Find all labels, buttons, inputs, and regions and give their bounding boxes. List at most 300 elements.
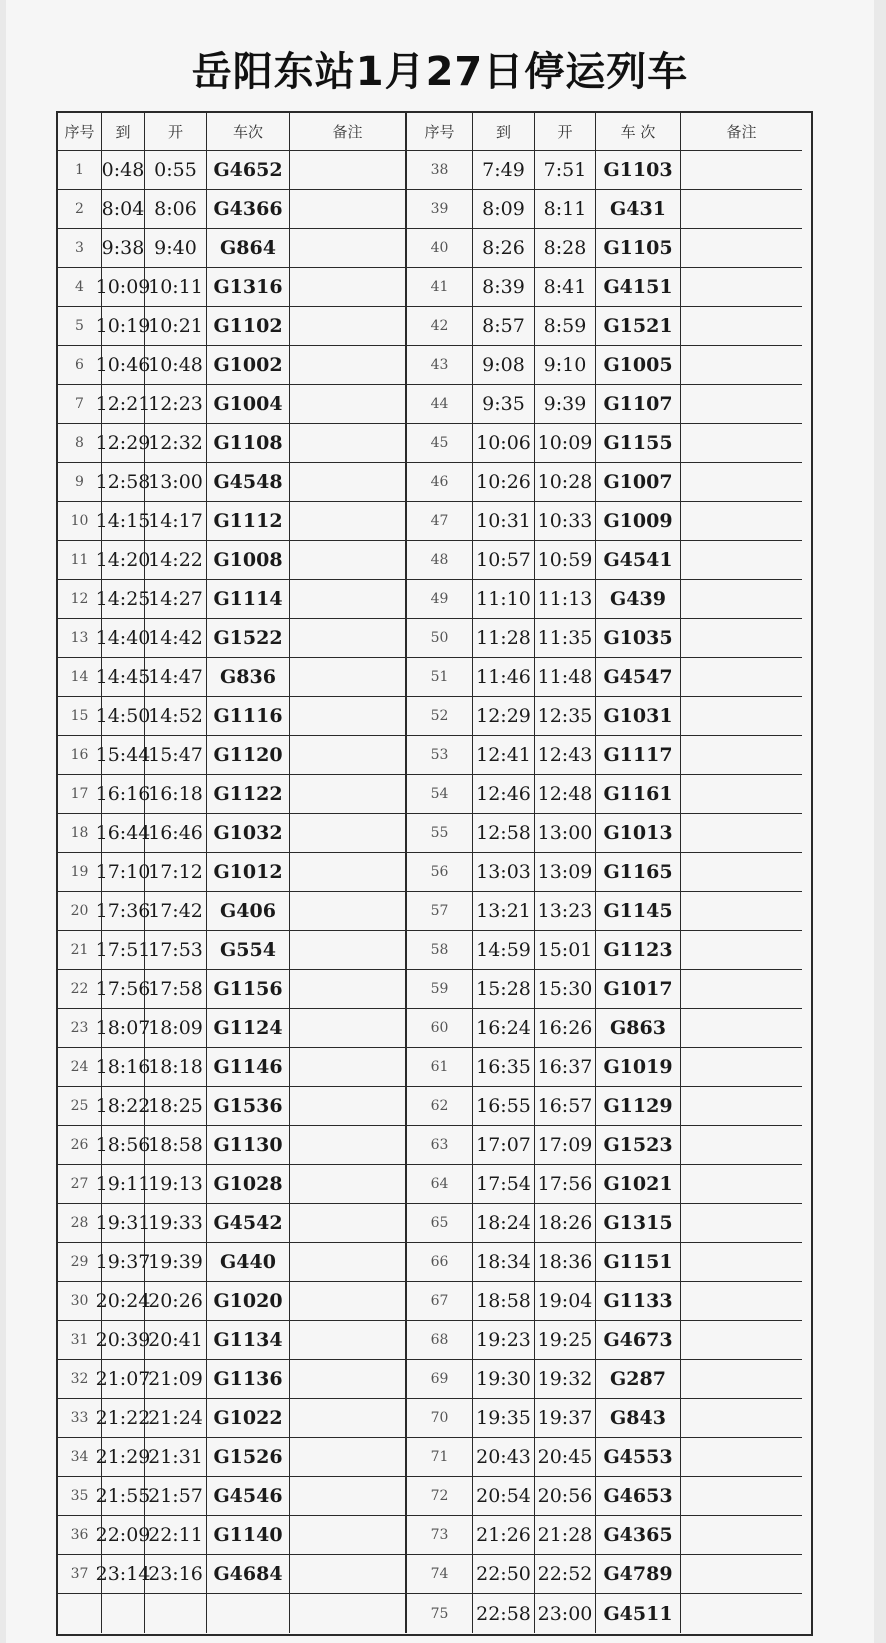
arrive-cell: 11:46 — [473, 658, 535, 697]
seq-cell: 42 — [407, 307, 473, 346]
depart-cell: 20:45 — [535, 1438, 596, 1477]
seq-cell: 54 — [407, 775, 473, 814]
seq-cell: 14 — [58, 658, 102, 697]
note-cell — [290, 541, 407, 580]
note-cell — [681, 1165, 802, 1204]
note-cell — [290, 1594, 407, 1633]
arrive-cell: 10:06 — [473, 424, 535, 463]
train-number-cell: G1020 — [207, 1282, 290, 1321]
arrive-cell: 16:24 — [473, 1009, 535, 1048]
note-cell — [290, 1555, 407, 1594]
arrive-cell: 9:35 — [473, 385, 535, 424]
seq-cell: 38 — [407, 151, 473, 190]
arrive-cell: 14:45 — [102, 658, 145, 697]
header-note: 备注 — [290, 113, 407, 151]
train-number-cell: G4151 — [596, 268, 681, 307]
seq-cell: 39 — [407, 190, 473, 229]
depart-cell: 0:55 — [145, 151, 207, 190]
arrive-cell: 12:41 — [473, 736, 535, 775]
seq-cell: 31 — [58, 1321, 102, 1360]
train-number-cell: G1021 — [596, 1165, 681, 1204]
train-number-cell: G1136 — [207, 1360, 290, 1399]
seq-cell: 8 — [58, 424, 102, 463]
train-number-cell: G1022 — [207, 1399, 290, 1438]
note-cell — [681, 697, 802, 736]
depart-cell: 16:37 — [535, 1048, 596, 1087]
seq-cell: 45 — [407, 424, 473, 463]
arrive-cell: 16:44 — [102, 814, 145, 853]
depart-cell: 8:28 — [535, 229, 596, 268]
note-cell — [290, 931, 407, 970]
note-cell — [290, 1360, 407, 1399]
train-number-cell: G440 — [207, 1243, 290, 1282]
seq-cell: 3 — [58, 229, 102, 268]
depart-cell: 14:27 — [145, 580, 207, 619]
arrive-cell: 15:44 — [102, 736, 145, 775]
depart-cell: 10:33 — [535, 502, 596, 541]
arrive-cell: 19:35 — [473, 1399, 535, 1438]
seq-cell: 17 — [58, 775, 102, 814]
note-cell — [681, 658, 802, 697]
arrive-cell: 12:29 — [102, 424, 145, 463]
seq-cell: 22 — [58, 970, 102, 1009]
seq-cell: 36 — [58, 1516, 102, 1555]
arrive-cell: 18:16 — [102, 1048, 145, 1087]
depart-cell: 21:09 — [145, 1360, 207, 1399]
seq-cell: 1 — [58, 151, 102, 190]
depart-cell: 18:09 — [145, 1009, 207, 1048]
depart-cell: 17:56 — [535, 1165, 596, 1204]
train-number-cell: G1130 — [207, 1126, 290, 1165]
arrive-cell: 8:26 — [473, 229, 535, 268]
train-number-cell: G1031 — [596, 697, 681, 736]
note-cell — [681, 580, 802, 619]
arrive-cell: 22:09 — [102, 1516, 145, 1555]
train-number-cell: G1013 — [596, 814, 681, 853]
seq-cell: 15 — [58, 697, 102, 736]
note-cell — [290, 463, 407, 502]
arrive-cell: 20:54 — [473, 1477, 535, 1516]
train-number-cell: G4541 — [596, 541, 681, 580]
note-cell — [290, 190, 407, 229]
note-cell — [290, 229, 407, 268]
arrive-cell: 20:43 — [473, 1438, 535, 1477]
depart-cell: 14:52 — [145, 697, 207, 736]
seq-cell: 7 — [58, 385, 102, 424]
depart-cell: 18:18 — [145, 1048, 207, 1087]
train-number-cell: G1035 — [596, 619, 681, 658]
note-cell — [681, 892, 802, 931]
note-cell — [290, 502, 407, 541]
depart-cell: 13:00 — [535, 814, 596, 853]
note-cell — [290, 1243, 407, 1282]
depart-cell: 7:51 — [535, 151, 596, 190]
seq-cell: 32 — [58, 1360, 102, 1399]
train-number-cell: G1117 — [596, 736, 681, 775]
train-number-cell: G1108 — [207, 424, 290, 463]
depart-cell: 10:48 — [145, 346, 207, 385]
depart-cell: 18:36 — [535, 1243, 596, 1282]
arrive-cell: 22:58 — [473, 1594, 535, 1633]
note-cell — [290, 307, 407, 346]
seq-cell: 43 — [407, 346, 473, 385]
seq-cell: 47 — [407, 502, 473, 541]
note-cell — [681, 1204, 802, 1243]
train-number-cell: G1007 — [596, 463, 681, 502]
train-number-cell: G4684 — [207, 1555, 290, 1594]
train-number-cell: G1114 — [207, 580, 290, 619]
train-number-cell: G1123 — [596, 931, 681, 970]
note-cell — [290, 1438, 407, 1477]
arrive-cell: 18:58 — [473, 1282, 535, 1321]
train-number-cell: G1124 — [207, 1009, 290, 1048]
train-number-cell: G1145 — [596, 892, 681, 931]
depart-cell: 17:58 — [145, 970, 207, 1009]
stopped-trains-table — [56, 111, 813, 1636]
header-seq: 序号 — [58, 113, 102, 151]
arrive-cell: 13:21 — [473, 892, 535, 931]
note-cell — [681, 814, 802, 853]
note-cell — [290, 775, 407, 814]
depart-cell: 12:23 — [145, 385, 207, 424]
arrive-cell: 12:58 — [473, 814, 535, 853]
note-cell — [681, 385, 802, 424]
seq-cell: 46 — [407, 463, 473, 502]
depart-cell: 20:41 — [145, 1321, 207, 1360]
note-cell — [290, 1399, 407, 1438]
arrive-cell: 16:55 — [473, 1087, 535, 1126]
arrive-cell: 18:22 — [102, 1087, 145, 1126]
train-number-cell: G1133 — [596, 1282, 681, 1321]
train-number-cell: G1140 — [207, 1516, 290, 1555]
depart-cell: 21:24 — [145, 1399, 207, 1438]
note-cell — [681, 307, 802, 346]
depart-cell: 19:33 — [145, 1204, 207, 1243]
arrive-cell: 10:31 — [473, 502, 535, 541]
note-cell — [290, 1321, 407, 1360]
seq-cell: 26 — [58, 1126, 102, 1165]
header-depart: 开 — [145, 113, 207, 151]
seq-cell: 66 — [407, 1243, 473, 1282]
seq-cell: 33 — [58, 1399, 102, 1438]
depart-cell: 9:10 — [535, 346, 596, 385]
note-cell — [681, 1594, 802, 1633]
seq-cell: 52 — [407, 697, 473, 736]
seq-cell: 24 — [58, 1048, 102, 1087]
arrive-cell: 8:39 — [473, 268, 535, 307]
train-number-cell: G287 — [596, 1360, 681, 1399]
depart-cell: 12:43 — [535, 736, 596, 775]
note-cell — [681, 424, 802, 463]
note-cell — [681, 268, 802, 307]
arrive-cell: 19:23 — [473, 1321, 535, 1360]
seq-cell: 50 — [407, 619, 473, 658]
seq-cell: 40 — [407, 229, 473, 268]
depart-cell: 17:53 — [145, 931, 207, 970]
seq-cell: 12 — [58, 580, 102, 619]
header-note: 备注 — [681, 113, 802, 151]
note-cell — [290, 268, 407, 307]
train-number-cell: G1129 — [596, 1087, 681, 1126]
depart-cell: 9:39 — [535, 385, 596, 424]
seq-cell: 25 — [58, 1087, 102, 1126]
depart-cell: 23:00 — [535, 1594, 596, 1633]
train-number-cell: G406 — [207, 892, 290, 931]
note-cell — [290, 814, 407, 853]
header-depart: 开 — [535, 113, 596, 151]
seq-cell: 23 — [58, 1009, 102, 1048]
arrive-cell: 17:36 — [102, 892, 145, 931]
depart-cell: 10:11 — [145, 268, 207, 307]
header-arrive: 到 — [473, 113, 535, 151]
seq-cell: 28 — [58, 1204, 102, 1243]
train-number-cell: G1105 — [596, 229, 681, 268]
arrive-cell: 8:57 — [473, 307, 535, 346]
depart-cell: 19:32 — [535, 1360, 596, 1399]
depart-cell: 11:35 — [535, 619, 596, 658]
train-number-cell: G554 — [207, 931, 290, 970]
note-cell — [681, 775, 802, 814]
seq-cell: 48 — [407, 541, 473, 580]
note-cell — [681, 1126, 802, 1165]
depart-cell: 14:17 — [145, 502, 207, 541]
arrive-cell: 11:28 — [473, 619, 535, 658]
train-number-cell: G1103 — [596, 151, 681, 190]
arrive-cell: 17:56 — [102, 970, 145, 1009]
depart-cell: 12:48 — [535, 775, 596, 814]
note-cell — [290, 658, 407, 697]
train-number-cell: G4546 — [207, 1477, 290, 1516]
seq-cell: 20 — [58, 892, 102, 931]
depart-cell: 8:41 — [535, 268, 596, 307]
depart-cell: 12:32 — [145, 424, 207, 463]
seq-cell: 60 — [407, 1009, 473, 1048]
note-cell — [681, 1360, 802, 1399]
arrive-cell: 14:20 — [102, 541, 145, 580]
arrive-cell: 0:48 — [102, 151, 145, 190]
seq-cell: 72 — [407, 1477, 473, 1516]
seq-cell: 21 — [58, 931, 102, 970]
train-number-cell: G4548 — [207, 463, 290, 502]
depart-cell: 15:01 — [535, 931, 596, 970]
note-cell — [681, 463, 802, 502]
arrive-cell: 17:54 — [473, 1165, 535, 1204]
arrive-cell: 19:37 — [102, 1243, 145, 1282]
arrive-cell — [102, 1594, 145, 1633]
note-cell — [681, 190, 802, 229]
seq-cell: 53 — [407, 736, 473, 775]
note-cell — [290, 580, 407, 619]
depart-cell: 22:52 — [535, 1555, 596, 1594]
arrive-cell: 17:07 — [473, 1126, 535, 1165]
train-number-cell: G4673 — [596, 1321, 681, 1360]
page-title: 岳阳东站1月27日停运列车 — [191, 49, 689, 95]
seq-cell: 59 — [407, 970, 473, 1009]
depart-cell: 15:47 — [145, 736, 207, 775]
note-cell — [681, 1516, 802, 1555]
arrive-cell: 12:58 — [102, 463, 145, 502]
seq-cell: 29 — [58, 1243, 102, 1282]
note-cell — [681, 1399, 802, 1438]
seq-cell: 27 — [58, 1165, 102, 1204]
seq-cell: 35 — [58, 1477, 102, 1516]
depart-cell: 8:11 — [535, 190, 596, 229]
train-number-cell: G1032 — [207, 814, 290, 853]
train-number-cell: G1155 — [596, 424, 681, 463]
arrive-cell: 21:29 — [102, 1438, 145, 1477]
arrive-cell: 10:19 — [102, 307, 145, 346]
train-number-cell: G1522 — [207, 619, 290, 658]
arrive-cell: 18:34 — [473, 1243, 535, 1282]
train-number-cell: G1028 — [207, 1165, 290, 1204]
note-cell — [681, 1243, 802, 1282]
arrive-cell: 9:38 — [102, 229, 145, 268]
depart-cell: 18:58 — [145, 1126, 207, 1165]
depart-cell: 19:13 — [145, 1165, 207, 1204]
arrive-cell: 21:55 — [102, 1477, 145, 1516]
note-cell — [290, 970, 407, 1009]
train-number-cell: G1009 — [596, 502, 681, 541]
arrive-cell: 19:31 — [102, 1204, 145, 1243]
depart-cell: 13:00 — [145, 463, 207, 502]
depart-cell: 19:39 — [145, 1243, 207, 1282]
arrive-cell: 14:40 — [102, 619, 145, 658]
note-cell — [681, 1321, 802, 1360]
note-cell — [681, 151, 802, 190]
train-number-cell: G4547 — [596, 658, 681, 697]
note-cell — [290, 1126, 407, 1165]
arrive-cell: 12:46 — [473, 775, 535, 814]
arrive-cell: 9:08 — [473, 346, 535, 385]
train-number-cell: G1116 — [207, 697, 290, 736]
arrive-cell: 15:28 — [473, 970, 535, 1009]
train-number-cell: G1120 — [207, 736, 290, 775]
depart-cell: 21:28 — [535, 1516, 596, 1555]
arrive-cell: 16:35 — [473, 1048, 535, 1087]
note-cell — [681, 1087, 802, 1126]
train-number-cell: G1002 — [207, 346, 290, 385]
train-number-cell: G1526 — [207, 1438, 290, 1477]
depart-cell: 10:59 — [535, 541, 596, 580]
arrive-cell: 13:03 — [473, 853, 535, 892]
depart-cell: 18:26 — [535, 1204, 596, 1243]
depart-cell: 17:42 — [145, 892, 207, 931]
note-cell — [681, 853, 802, 892]
train-number-cell: G1134 — [207, 1321, 290, 1360]
arrive-cell: 21:07 — [102, 1360, 145, 1399]
arrive-cell: 17:10 — [102, 853, 145, 892]
depart-cell: 13:09 — [535, 853, 596, 892]
seq-cell: 58 — [407, 931, 473, 970]
train-number-cell: G1102 — [207, 307, 290, 346]
train-number-cell: G4653 — [596, 1477, 681, 1516]
depart-cell: 19:04 — [535, 1282, 596, 1321]
arrive-cell: 21:26 — [473, 1516, 535, 1555]
depart-cell: 18:25 — [145, 1087, 207, 1126]
seq-cell: 75 — [407, 1594, 473, 1633]
train-number-cell: G1012 — [207, 853, 290, 892]
train-number-cell: G1146 — [207, 1048, 290, 1087]
train-number-cell: G1165 — [596, 853, 681, 892]
seq-cell: 34 — [58, 1438, 102, 1477]
depart-cell: 20:56 — [535, 1477, 596, 1516]
train-number-cell: G1122 — [207, 775, 290, 814]
depart-cell: 8:06 — [145, 190, 207, 229]
train-number-cell: G1521 — [596, 307, 681, 346]
arrive-cell: 20:24 — [102, 1282, 145, 1321]
train-number-cell: G1151 — [596, 1243, 681, 1282]
seq-cell: 10 — [58, 502, 102, 541]
train-number-cell: G1019 — [596, 1048, 681, 1087]
train-number-cell: G431 — [596, 190, 681, 229]
depart-cell: 23:16 — [145, 1555, 207, 1594]
seq-cell: 67 — [407, 1282, 473, 1321]
depart-cell: 15:30 — [535, 970, 596, 1009]
arrive-cell: 12:29 — [473, 697, 535, 736]
seq-cell: 41 — [407, 268, 473, 307]
note-cell — [290, 736, 407, 775]
depart-cell — [145, 1594, 207, 1633]
note-cell — [681, 931, 802, 970]
note-cell — [290, 151, 407, 190]
seq-cell: 9 — [58, 463, 102, 502]
document-page — [6, 0, 874, 1643]
arrive-cell: 20:39 — [102, 1321, 145, 1360]
train-number-cell: G864 — [207, 229, 290, 268]
note-cell — [290, 1477, 407, 1516]
arrive-cell: 12:21 — [102, 385, 145, 424]
note-cell — [681, 1009, 802, 1048]
arrive-cell: 23:14 — [102, 1555, 145, 1594]
header-arrive: 到 — [102, 113, 145, 151]
depart-cell: 10:21 — [145, 307, 207, 346]
note-cell — [290, 346, 407, 385]
depart-cell: 14:42 — [145, 619, 207, 658]
seq-cell: 30 — [58, 1282, 102, 1321]
seq-cell: 11 — [58, 541, 102, 580]
depart-cell: 11:13 — [535, 580, 596, 619]
note-cell — [290, 619, 407, 658]
note-cell — [681, 970, 802, 1009]
seq-cell: 57 — [407, 892, 473, 931]
note-cell — [681, 229, 802, 268]
note-cell — [290, 697, 407, 736]
seq-cell: 55 — [407, 814, 473, 853]
train-number-cell — [207, 1594, 290, 1633]
arrive-cell: 18:24 — [473, 1204, 535, 1243]
header-train: 车 次 — [596, 113, 681, 151]
note-cell — [290, 424, 407, 463]
seq-cell: 4 — [58, 268, 102, 307]
train-number-cell: G1107 — [596, 385, 681, 424]
train-number-cell: G4789 — [596, 1555, 681, 1594]
note-cell — [290, 1009, 407, 1048]
arrive-cell: 14:50 — [102, 697, 145, 736]
seq-cell: 64 — [407, 1165, 473, 1204]
train-number-cell: G4553 — [596, 1438, 681, 1477]
arrive-cell: 8:09 — [473, 190, 535, 229]
arrive-cell: 17:51 — [102, 931, 145, 970]
seq-cell: 61 — [407, 1048, 473, 1087]
depart-cell: 16:57 — [535, 1087, 596, 1126]
train-number-cell: G4652 — [207, 151, 290, 190]
seq-cell: 70 — [407, 1399, 473, 1438]
arrive-cell: 21:22 — [102, 1399, 145, 1438]
depart-cell: 9:40 — [145, 229, 207, 268]
train-number-cell: G863 — [596, 1009, 681, 1048]
arrive-cell: 10:09 — [102, 268, 145, 307]
seq-cell: 62 — [407, 1087, 473, 1126]
